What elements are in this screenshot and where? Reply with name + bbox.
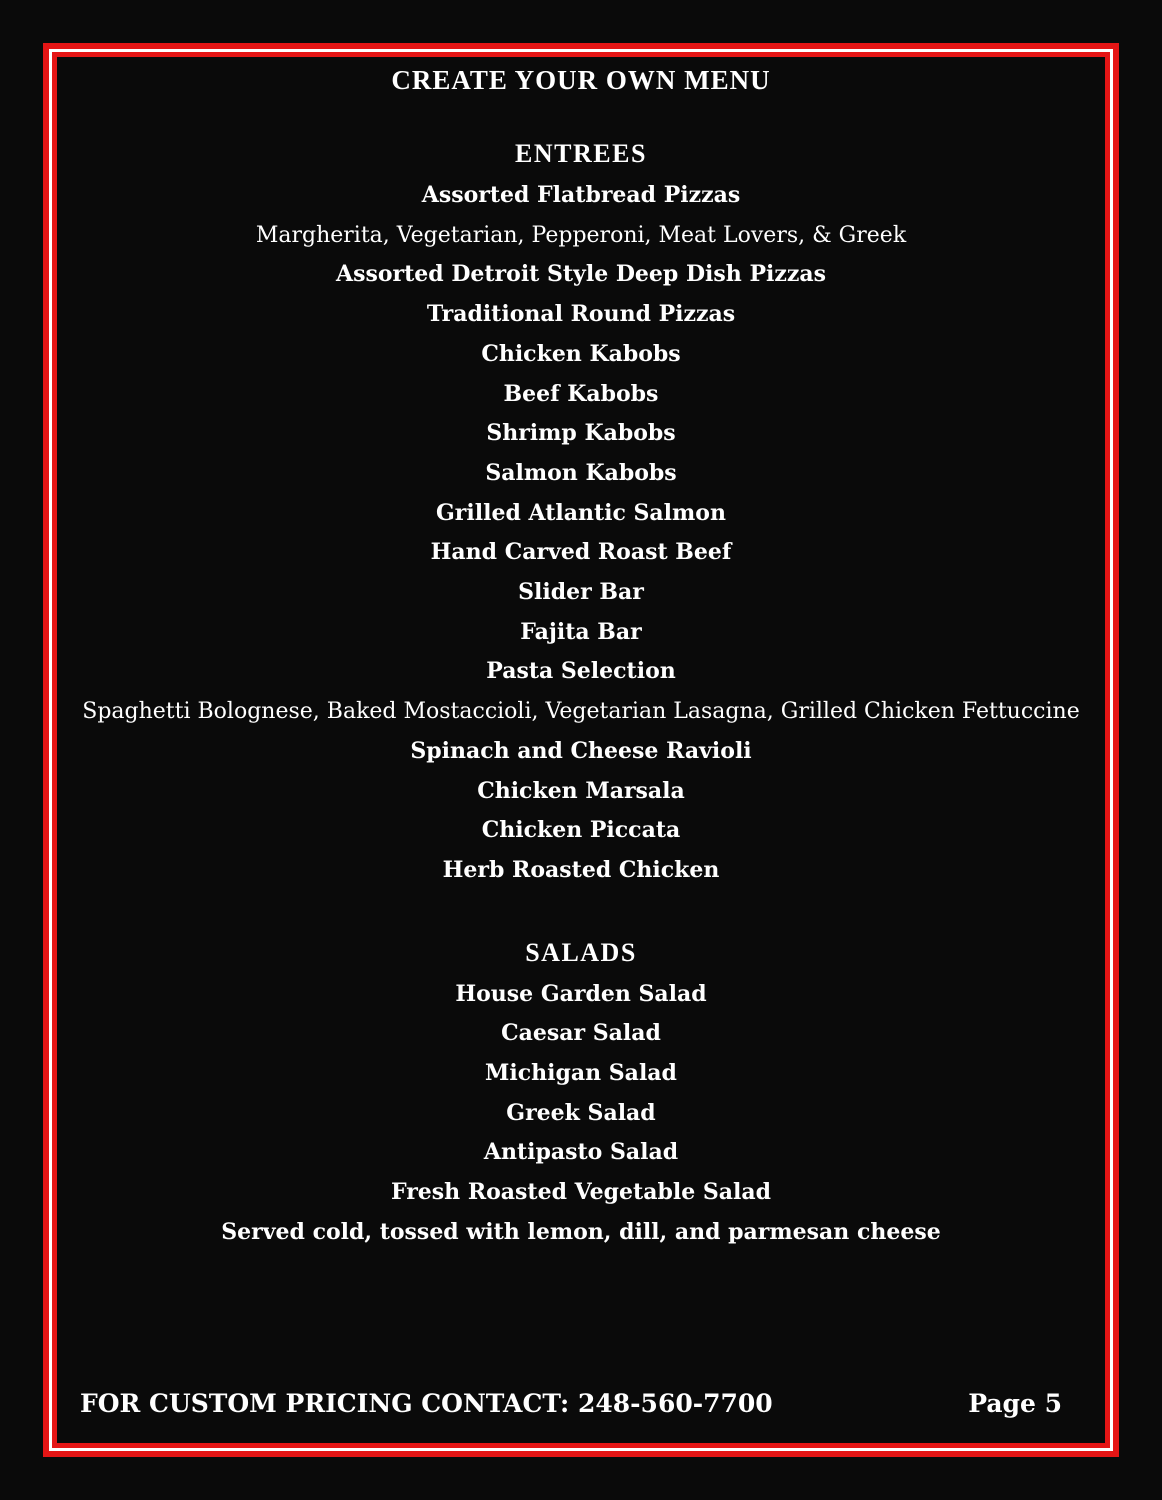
menu-item: Served cold, tossed with lemon, dill, and parmesan cheese [221,1218,941,1245]
menu-sections [57,134,1105,1253]
menu-item: Antipasto Salad [483,1139,679,1166]
menu-item: Fajita Bar [520,618,642,645]
menu-item: Chicken Piccata [481,817,681,844]
menu-item: Beef Kabobs [503,380,659,407]
menu-item: Slider Bar [518,579,644,606]
page-title: CREATE YOUR OWN MENU [391,65,771,95]
menu-item: House Garden Salad [455,980,707,1007]
menu-item: Michigan Salad [485,1060,677,1087]
menu-section-salads [57,933,1105,1253]
menu-content [57,57,1105,1443]
menu-item: Spinach and Cheese Ravioli [410,737,752,764]
menu-item: Shrimp Kabobs [486,420,676,447]
menu-item: Chicken Marsala [477,777,685,804]
section-heading: SALADS [525,937,637,967]
menu-item-description: Spaghetti Bolognese, Baked Mostaccioli, Vegetarian Lasagna, Grilled Chicken Fettuccine [82,699,1080,725]
section-items [57,176,1105,891]
page-footer [80,1384,1062,1424]
menu-item: Grilled Atlantic Salmon [436,499,726,526]
menu-item: Traditional Round Pizzas [426,301,736,328]
menu-item: Herb Roasted Chicken [442,856,720,883]
menu-item: Greek Salad [506,1099,656,1126]
footer-page-number: Page 5 [968,1389,1062,1418]
menu-item: Fresh Roasted Vegetable Salad [390,1179,772,1206]
menu-item: Assorted Detroit Style Deep Dish Pizzas [336,261,826,288]
section-items [57,975,1105,1253]
section-heading: ENTREES [515,139,647,168]
menu-item: Assorted Flatbread Pizzas [421,182,741,208]
menu-item: Chicken Kabobs [481,340,681,367]
menu-item-description: Margherita, Vegetarian, Pepperoni, Meat Lovers, & Greek [255,222,907,248]
menu-item: Caesar Salad [501,1020,661,1047]
menu-item: Salmon Kabobs [485,459,677,486]
footer-contact-text: FOR CUSTOM PRICING CONTACT: 248-560-7700 [80,1389,773,1418]
menu-item: Hand Carved Roast Beef [430,539,732,566]
menu-item: Pasta Selection [486,658,676,685]
menu-section-entrees [57,134,1105,891]
